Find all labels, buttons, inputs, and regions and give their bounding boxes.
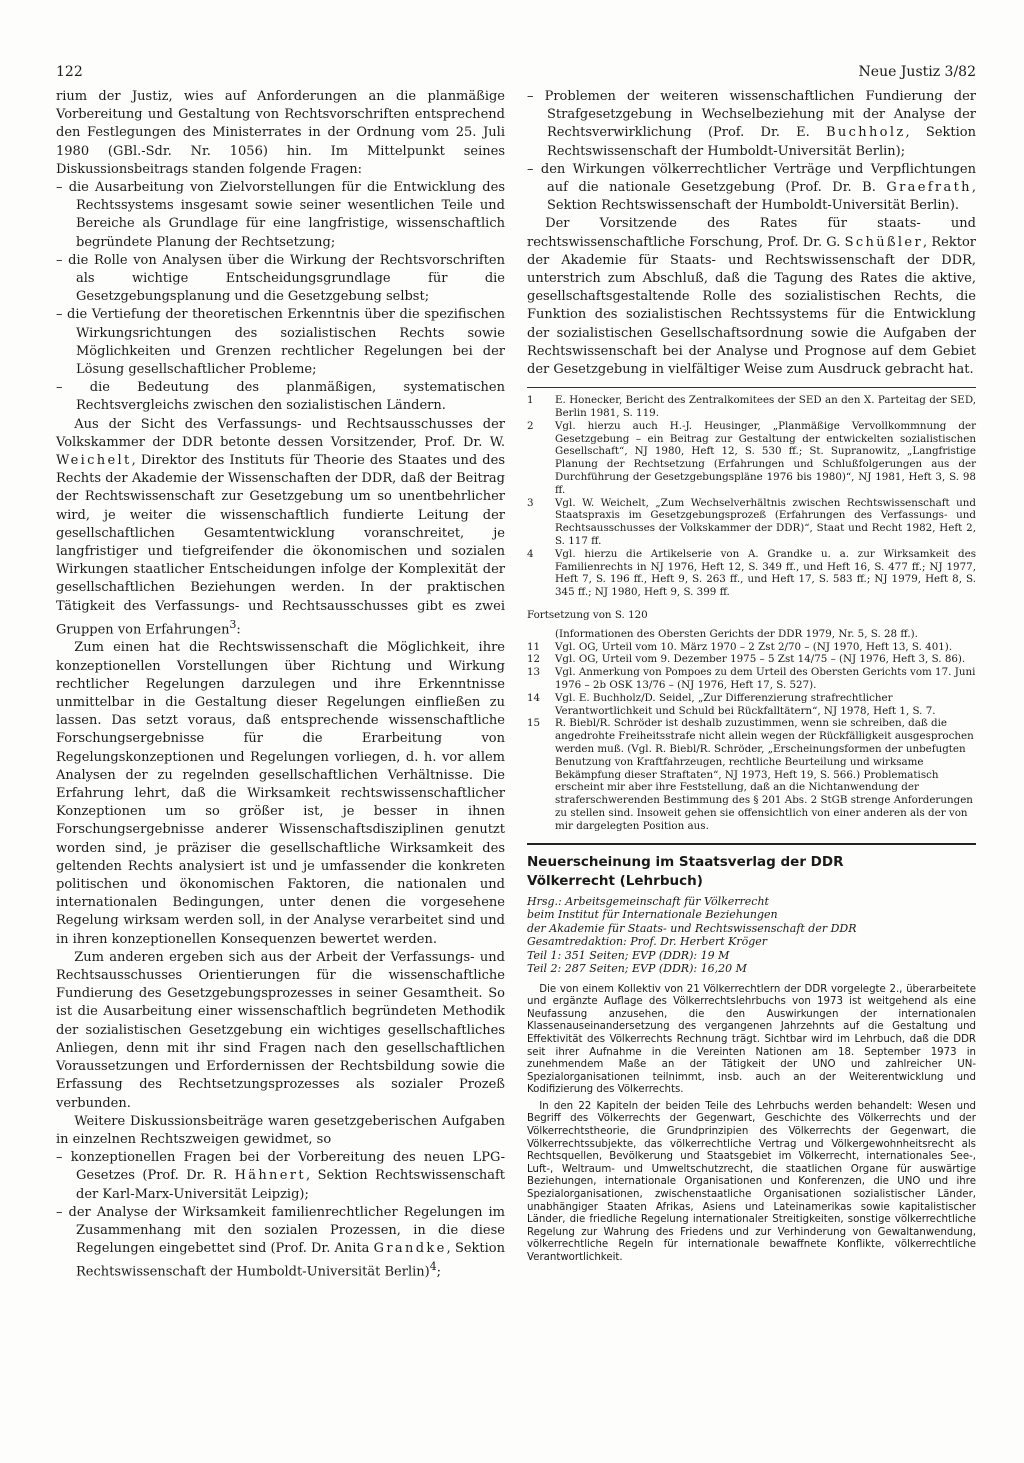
contribution-list (56, 1149, 505, 1282)
text-run: ; (436, 1264, 442, 1280)
continued-footnotes (527, 609, 976, 833)
footnote (527, 497, 976, 548)
footnote-number (527, 628, 555, 641)
paragraph (56, 416, 505, 640)
text-run: den Wirkungen völkerrechtlicher Verträge und Verpflichtungen auf die nationale Gesetzgebung (Prof. Dr. B. (540, 161, 976, 196)
text-run: , Sektion Rechtswissenschaft der Humboldt-Universität Berlin) (76, 1241, 505, 1280)
footnote (527, 628, 976, 641)
footnote-text: Vgl. hierzu die Artikelserie von A. Grandke u. a. zur Wirksamkeit des Familienrechts in NJ 1976, Heft 12, S. 349 ff., und Heft 16, S. 477 ff.; NJ 1977, Heft 7, S. 196 ff., Heft 9, S. 263 ff., und Heft 17, S. 583 ff.; NJ 1979, Heft 8, S. 345 ff.; NJ 1980, Heft 9, S. 399 ff. (555, 547, 976, 599)
meta-line: Gesamtredaktion: Prof. Dr. Herbert Kröger (527, 935, 768, 949)
list-item: – die Bedeutung des planmäßigen, systematischen Rechtsvergleichs zwischen den sozialistischen Ländern. (56, 379, 505, 415)
section-divider (527, 843, 976, 845)
question-list (56, 179, 505, 416)
meta-line: Teil 1: 351 Seiten; EVP (DDR): 19 M (527, 948, 730, 962)
paragraph (527, 215, 976, 379)
page-number: 122 (56, 64, 83, 80)
list-item (527, 88, 976, 161)
book-description (527, 984, 976, 1265)
left-column (56, 88, 505, 1282)
footnote (527, 653, 976, 666)
footnote-number: 2 (527, 419, 534, 432)
text-run: Aus der Sicht des Verfassungs- und Rechtsausschusses der Volkskammer der DDR betonte dessen Vorsitzender, Prof. Dr. W. (56, 416, 505, 450)
list-item: – die Vertiefung der theoretischen Erkenntnis über die spezifischen Wirkungsrichtungen des sozialistischen Rechts sowie Möglichkeiten und Grenzen rechtlicher Regelungen bei der Lösung gesellschaftlicher Probleme; (56, 306, 505, 379)
footnote-text: Vgl. Anmerkung von Pompoes zu dem Urteil des Obersten Gerichts vom 17. Juni 1976 – 2b OSK 13/76 – (NJ 1976, Heft 17, S. 527). (555, 666, 976, 691)
paragraph: Zum einen hat die Rechtswissenschaft die Möglichkeit, ihre konzeptionellen Vorstellungen über Richtung und Wirkung rechtlicher Regelungen darzulegen und ihre Erkenntnisse unmittelbar in die Gestaltung dieser Regelungen einfließen zu lassen. Das setzt voraus, daß entsprechende wissenschaftliche Forschungsergebnisse für die Erarbeitung von Regelungskonzeptionen und Regelungen vorliegen, d. h. vor allem Analysen der zu regelnden gesellschaftlichen Verhältnisse. Die Erfahrung lehrt, daß die Wirksamkeit rechtswissenschaftlicher Konzeptionen um so größer ist, je besser in ihnen Forschungsergebnisse anderer Wissenschaftsdisziplinen genutzt worden sind, je präziser die gesellschaftliche Wirksamkeit des geltenden Rechts analysiert ist und je umfassender die konkreten politischen und ökonomischen Faktoren, die nationalen und internationalen Bedingungen, unter denen die vorgesehene Regelung wirksam werden soll, in der Analyse verarbeitet sind und in ihren konzeptionellen Konsequenzen bewertet werden. (56, 640, 505, 947)
author-name: Schüßler (844, 234, 924, 250)
text-run: , Sektion Rechtswissenschaft der Humboldt-Universität Berlin); (547, 125, 976, 159)
author-name: Graefrath (886, 180, 972, 196)
book-title: Völkerrecht (Lehrbuch) (527, 872, 703, 889)
author-name: Grandke (373, 1241, 447, 1257)
journal-page (56, 52, 976, 1442)
book-announcement (527, 853, 976, 1265)
author-name: Buchholz (826, 125, 906, 141)
paragraph: Weitere Diskussionsbeiträge waren gesetzgeberischen Aufgaben in einzelnen Rechtszweigen gewidmet, so (56, 1113, 505, 1147)
list-item (527, 161, 976, 216)
footnote-number: 4 (527, 547, 534, 560)
announcement-heading: Neuerscheinung im Staatsverlag der DDR (527, 853, 844, 870)
paragraph: Die von einem Kollektiv von 21 Völkerrechtlern der DDR vorgelegte 2., überarbeitete und ergänzte Auflage des Völkerrechtslehrbuchs von 1973 ist weitgehend als eine Neufassung anzusehen, die den Auswirkungen der internationalen Klassenauseinandersetzung des vergangenen Jahrzehnts auf die Gestaltung und Effektivität des Völkerrechts Rechnung trägt. Sichtbar wird im Lehrbuch, daß die DDR seit ihrer Aufnahme in die Vereinten Nationen am 18. September 1973 in zunehmendem Maße an der Tätigkeit der UNO und zahlreicher UN-Spezialorganisationen teilnimmt, insb. auch an der Weiterentwicklung und Kodifizierung des Völkerrechts. (527, 983, 976, 1096)
footnote (527, 692, 976, 718)
footnote-text: Vgl. OG, Urteil vom 10. März 1970 – 2 Zst 2/70 – (NJ 1970, Heft 13, S. 401). (555, 640, 953, 653)
footnotes (527, 394, 976, 599)
footnote-number: 13 (527, 666, 541, 679)
footnote (527, 717, 976, 832)
footnote-number: 12 (527, 653, 541, 666)
two-column-body (56, 88, 976, 1282)
list-item: – die Rolle von Analysen über die Wirkung der Rechtsvorschriften als wichtige Entscheidungsgrundlage für die Gesetzgebungsplanung und die Gesetzgebung selbst; (56, 252, 505, 307)
text-run: : (236, 622, 241, 638)
footnote-number: 14 (527, 691, 541, 704)
footnote (527, 548, 976, 599)
footnote (527, 420, 976, 497)
footnote-number: 15 (527, 717, 541, 730)
footnote-text: Vgl. E. Buchholz/D. Seidel, „Zur Differenzierung strafrechtlicher Verantwortlichkeit und Schuld bei Rückfalltätern“, NJ 1978, Heft 1, S. 7. (555, 691, 936, 717)
footnote (527, 666, 976, 692)
footnote-text: Vgl. OG, Urteil vom 9. Dezember 1975 – 5 Zst 14/75 – (NJ 1976, Heft 3, S. 86). (555, 653, 966, 666)
footnote (527, 394, 976, 420)
list-item (56, 1204, 505, 1282)
footnote (527, 641, 976, 654)
footnote-text: (Informationen des Obersten Gerichts der DDR 1979, Nr. 5, S. 28 ff.). (555, 627, 918, 640)
meta-line: der Akademie für Staats- und Rechtswissenschaft der DDR (527, 921, 857, 935)
author-name: Weichelt (56, 453, 132, 469)
footnote-ref: 4 (429, 1260, 437, 1274)
footnote-divider (527, 387, 976, 388)
paragraph: Zum anderen ergeben sich aus der Arbeit der Verfassungs- und Rechtsausschusses Orientierungen für die wissenschaftliche Fundierung des Gesetzgebungsprozesses in seiner Gesamtheit. So ist die Ausarbeitung einer wissenschaftlich begründeten Methodik der sozialistischen Gesetzgebung ein wichtiges gesellschaftliches Anliegen, denn mit ihr sind Fragen nach den gesellschaftlichen Voraussetzungen und Erfordernissen der Rechtsbildung sowie die Erfassung des Rechtsetzungsprozesses als sozialer Prozeß verbunden. (56, 949, 505, 1111)
page-header (56, 52, 976, 88)
list-item (56, 1149, 505, 1204)
text-run: , Direktor des Instituts für Theorie des Staates und des Rechts der Akademie der Wissenschaften der DDR, daß der Beitrag der Rechtswissenschaft zur Gesetzgebung um so unentbehrlicher wird, je weiter die wissenschaftlich fundierte Leitung der gesellschaftlichen Gesamtentwicklung voranschreitet, je langfristiger und tiefgreifender die ökonomischen und sozialen Wirkungen staatlicher Entscheidungen infolge der Komplexität der gesellschaftlichen Beziehungen werden. In der praktischen Tätigkeit des Verfassungs- und Rechtsausschusses gibt es zwei Gruppen von Erfahrungen (56, 453, 505, 638)
text-run: konzeptionellen Fragen bei der Vorbereitung des neuen LPG-Gesetzes (Prof. Dr. R. (70, 1150, 505, 1184)
meta-line: Hrsg.: Arbeitsgemeinschaft für Völkerrecht (527, 894, 769, 908)
footnote-text: Vgl. hierzu auch H.-J. Heusinger, „Planmäßige Vervollkommnung der Gesetzgebung – ein Beitrag zur Gestaltung der entwickelten sozialistischen Gesellschaft“, NJ 1980, Heft 12, S. 530 ff.; St. Supranowitz, „Langfristige Planung der Rechtsetzung (Erfahrungen und Schlußfolgerungen aus der Durchführung der Gesetzgebungspläne 1976 bis 1980)“, NJ 1981, Heft 3, S. 98 ff. (555, 419, 976, 496)
footnote-ref: 3 (229, 617, 237, 631)
footnote-number: 1 (527, 394, 534, 407)
book-meta (527, 895, 976, 976)
continuation-label: Fortsetzung von S. 120 (527, 609, 648, 621)
footnote-text: E. Honecker, Bericht des Zentralkomitees der SED an den X. Parteitag der SED, Berlin 1981, S. 119. (555, 394, 976, 420)
journal-issue: Neue Justiz 3/82 (858, 64, 976, 80)
right-column (527, 88, 976, 1282)
footnote-number: 3 (527, 496, 534, 509)
paragraph: rium der Justiz, wies auf Anforderungen an die planmäßige Vorbereitung und Gestaltung von Rechtsvorschriften entsprechend den Festlegungen des Ministerrates in der Ordnung vom 25. Juli 1980 (GBl.-Sdr. Nr. 1056) hin. Im Mittelpunkt seines Diskussionsbeitrags standen folgende Fragen: (56, 89, 505, 177)
footnote-text: Vgl. W. Weichelt, „Zum Wechselverhältnis zwischen Rechtswissenschaft und Staatspraxis im Gesetzgebungsprozeß (Erfahrungen des Verfassungs- und Rechtsausschusses der Volkskammer der DDR)“, Staat und Recht 1982, Heft 2, S. 117 ff. (555, 496, 976, 548)
footnote-number: 11 (527, 640, 541, 653)
text-run: Problemen der weiteren wissenschaftlichen Fundierung der Strafgesetzgebung in Wechselbeziehung mit der Analyse der Rechtsverwirklichung (Prof. Dr. E. (544, 89, 976, 141)
author-name: Hähnert (234, 1168, 306, 1184)
text-run: der Analyse der Wirksamkeit familienrechtlicher Regelungen im Zusammenhang mit den sozialen Prozessen, in die diese Regelungen eingebettet sind (Prof. Dr. Anita (68, 1204, 505, 1257)
list-item: – die Ausarbeitung von Zielvorstellungen für die Entwicklung des Rechtssystems insgesamt sowie seiner wesentlichen Teile und Bereiche als Grundlage für eine langfristige, wissenschaftlich begründete Planung der Rechtsetzung; (56, 179, 505, 252)
paragraph: In den 22 Kapiteln der beiden Teile des Lehrbuchs werden behandelt: Wesen und Begriff des Völkerrechts der Gegenwart, Geschichte des Völkerrechts und der Völkerrechtstheorie, die Grundprinzipien des Völkerrechts der Gegenwart, die Völkerrechtssubjekte, das völkerrechtliche Vertrag und Völkergewohnheitsrecht als Rechtsquellen, Bevölkerung und Staatsgebiet im Völkerrecht, internationales See-, Luft-, Weltraum- und Umweltschutzrecht, die staatlichen Organe für auswärtige Beziehungen, internationale Organisationen und Konferenzen, die UNO und ihre Spezialorganisationen, zwischenstaatliche Organisationen sozialistischer Länder, unabhängiger Staaten Afrikas, Asiens und Lateinamerikas sowie kapitalistischer Länder, die friedliche Regelung internationaler Streitigkeiten, sonstige völkerrechtliche Regelung zur Wahrung des Friedens und zur Verhinderung von Gewaltanwendung, völkerrechtliche Regeln für internationale bewaffnete Konflikte, völkerrechtliche Verantwortlichkeit. (527, 1100, 976, 1264)
meta-line: Teil 2: 287 Seiten; EVP (DDR): 16,20 M (527, 962, 747, 976)
meta-line: beim Institut für Internationale Beziehungen (527, 908, 778, 922)
contribution-list-continued (527, 88, 976, 215)
text-run: , Sektion Rechtswissenschaft der Karl-Marx-Universität Leipzig); (76, 1168, 505, 1202)
right-body (527, 88, 976, 379)
continued-footnote-list (527, 628, 976, 833)
text-run: , Rektor der Akademie für Staats- und Rechtswissenschaft der DDR, unterstrich zum Abschluß, daß die Tagung des Rates die aktive, gesellschaftsgestaltende Rolle des sozialistischen Rechts, die Funktion des sozialistischen Rechtssystems für die Entwicklung der sozialistischen Gesellschaftsordnung sowie die Aufgaben der Rechtswissenschaft bei der Analyse und Prognose auf dem Gebiet der Gesetzgebung in vielfältiger Weise zum Ausdruck gebracht hat. (527, 234, 976, 378)
text-run: , Sektion Rechtswissenschaft der Humboldt-Universität Berlin). (547, 180, 976, 214)
footnote-text: R. Biebl/R. Schröder ist deshalb zuzustimmen, wenn sie schreiben, daß die angedrohte Freiheitsstrafe nicht allein wegen der Rückfälligkeit ausgesprochen werden muß. (Vgl. R. Biebl/R. Schröder, „Erscheinungsformen der unbefugten Benutzung von Kraftfahrzeugen, rechtliche Beurteilung und wirksame Bekämpfung dieser Straftaten“, NJ 1973, Heft 19, S. 566.) Problematisch erscheint mir aber ihre Feststellung, daß an die Nichtanwendung der straferschwerenden Bestimmung des § 201 Abs. 2 StGB strenge Anforderungen zu stellen sind. Insoweit gehen sie offensichtlich von einer anderen als der von mir dargelegten Position aus. (555, 717, 974, 832)
text-run: Der Vorsitzende des Rates für staats- und rechtswissenschaftliche Forschung, Prof. Dr. G. (527, 216, 976, 250)
